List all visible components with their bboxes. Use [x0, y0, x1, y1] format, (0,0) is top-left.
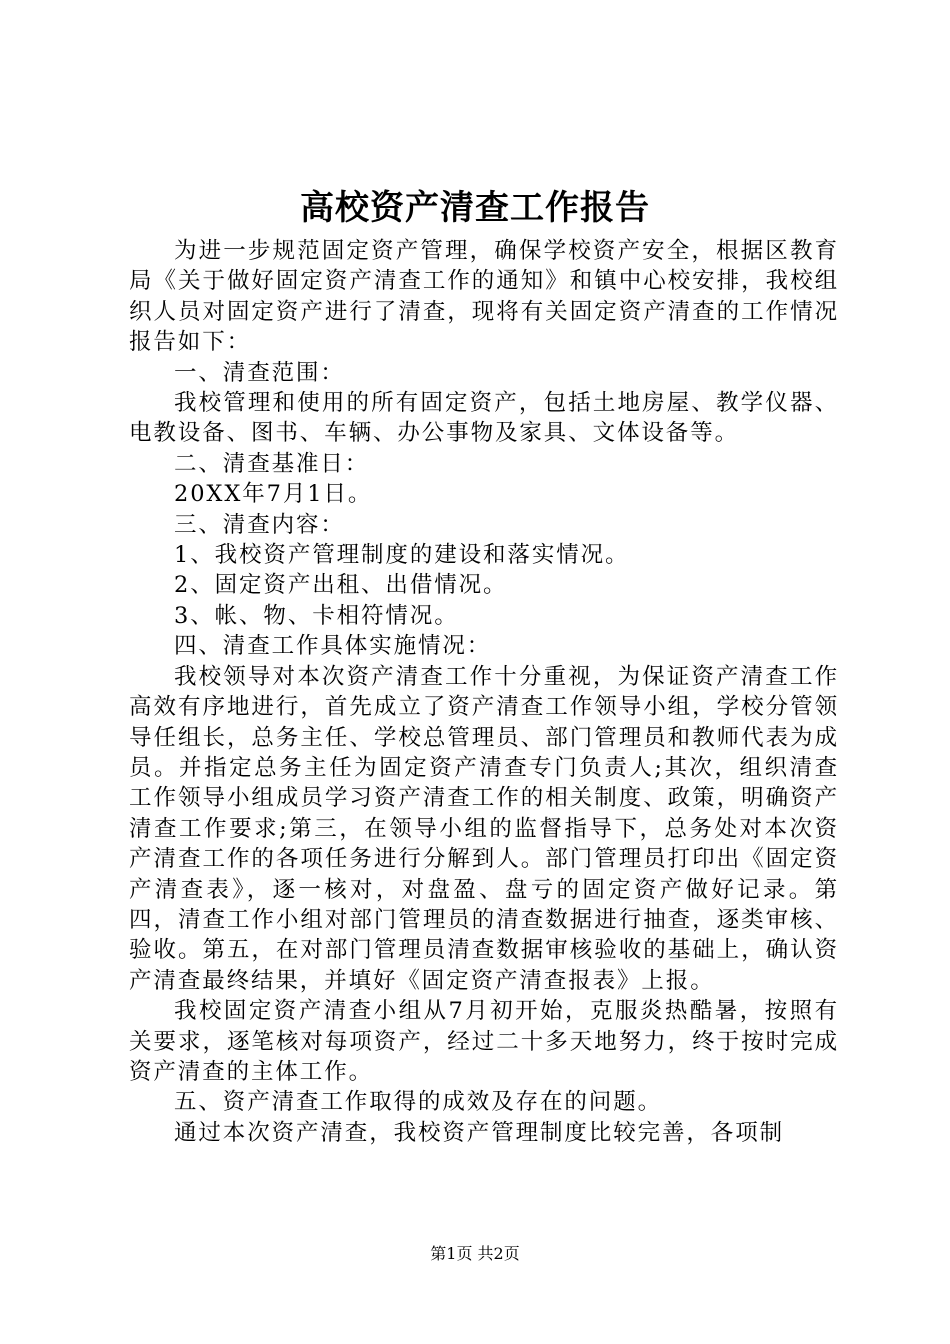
heading-scope: 一、清查范围：: [174, 359, 345, 386]
paragraph-intro: 为进一步规范固定资产管理，确保学校资产安全，根据区教育局《关于做好固定资产清查工作的通知》和镇中心校安排，我校组织人员对固定资产进行了清查，现将有关固定资产清查的工作情况报告如下：: [129, 238, 839, 356]
paragraph-results: 通过本次资产清查，我校资产管理制度比较完善，各项制: [174, 1119, 785, 1146]
paragraph-progress: 我校固定资产清查小组从7月初开始，克服炎热酷暑，按照有关要求，逐笔核对每项资产，经过二十多天地努力，终于按时完成资产清查的主体工作。: [129, 998, 839, 1085]
paragraph-scope: 我校管理和使用的所有固定资产，包括土地房屋、教学仪器、电教设备、图书、车辆、办公事物及家具、文体设备等。: [129, 390, 839, 447]
list-item-content-2: 2、固定资产出租、出借情况。: [174, 572, 508, 599]
document-title: 高校资产清查工作报告: [300, 188, 650, 228]
list-item-content-3: 3、帐、物、卡相符情况。: [174, 602, 459, 629]
list-item-content-1: 1、我校资产管理制度的建设和落实情况。: [174, 542, 630, 569]
document-body: [129, 236, 839, 1148]
paragraph-base-date: 20XX年7月1日。: [174, 481, 373, 508]
heading-content: 三、清查内容：: [174, 511, 345, 538]
heading-implementation: 四、清查工作具体实施情况：: [174, 633, 492, 660]
heading-results: 五、资产清查工作取得的成效及存在的问题。: [174, 1089, 663, 1116]
heading-base-date: 二、清查基准日：: [174, 450, 370, 477]
paragraph-implementation: 我校领导对本次资产清查工作十分重视，为保证资产清查工作高效有序地进行，首先成立了资产清查工作领导小组，学校分管领导任组长，总务主任、学校总管理员、部门管理员和教师代表为成员。并指定总务主任为固定资产清查专门负责人;其次，组织清查工作领导小组成员学习资产清查工作的相关制度、政策，明确资产清查工作要求;第三，在领导小组的监督指导下，总务处对本次资产清查工作的各项任务进行分解到人。部门管理员打印出《固定资产清查表》，逐一核对，对盘盈、盘亏的固定资产做好记录。第四，清查工作小组对部门管理员的清查数据进行抽查，逐类审核、验收。第五，在对部门管理员清查数据审核验收的基础上，确认资产清查最终结果，并填好《固定资产清查报表》上报。: [129, 663, 839, 994]
page-footer: 第1页 共2页: [430, 1244, 520, 1263]
